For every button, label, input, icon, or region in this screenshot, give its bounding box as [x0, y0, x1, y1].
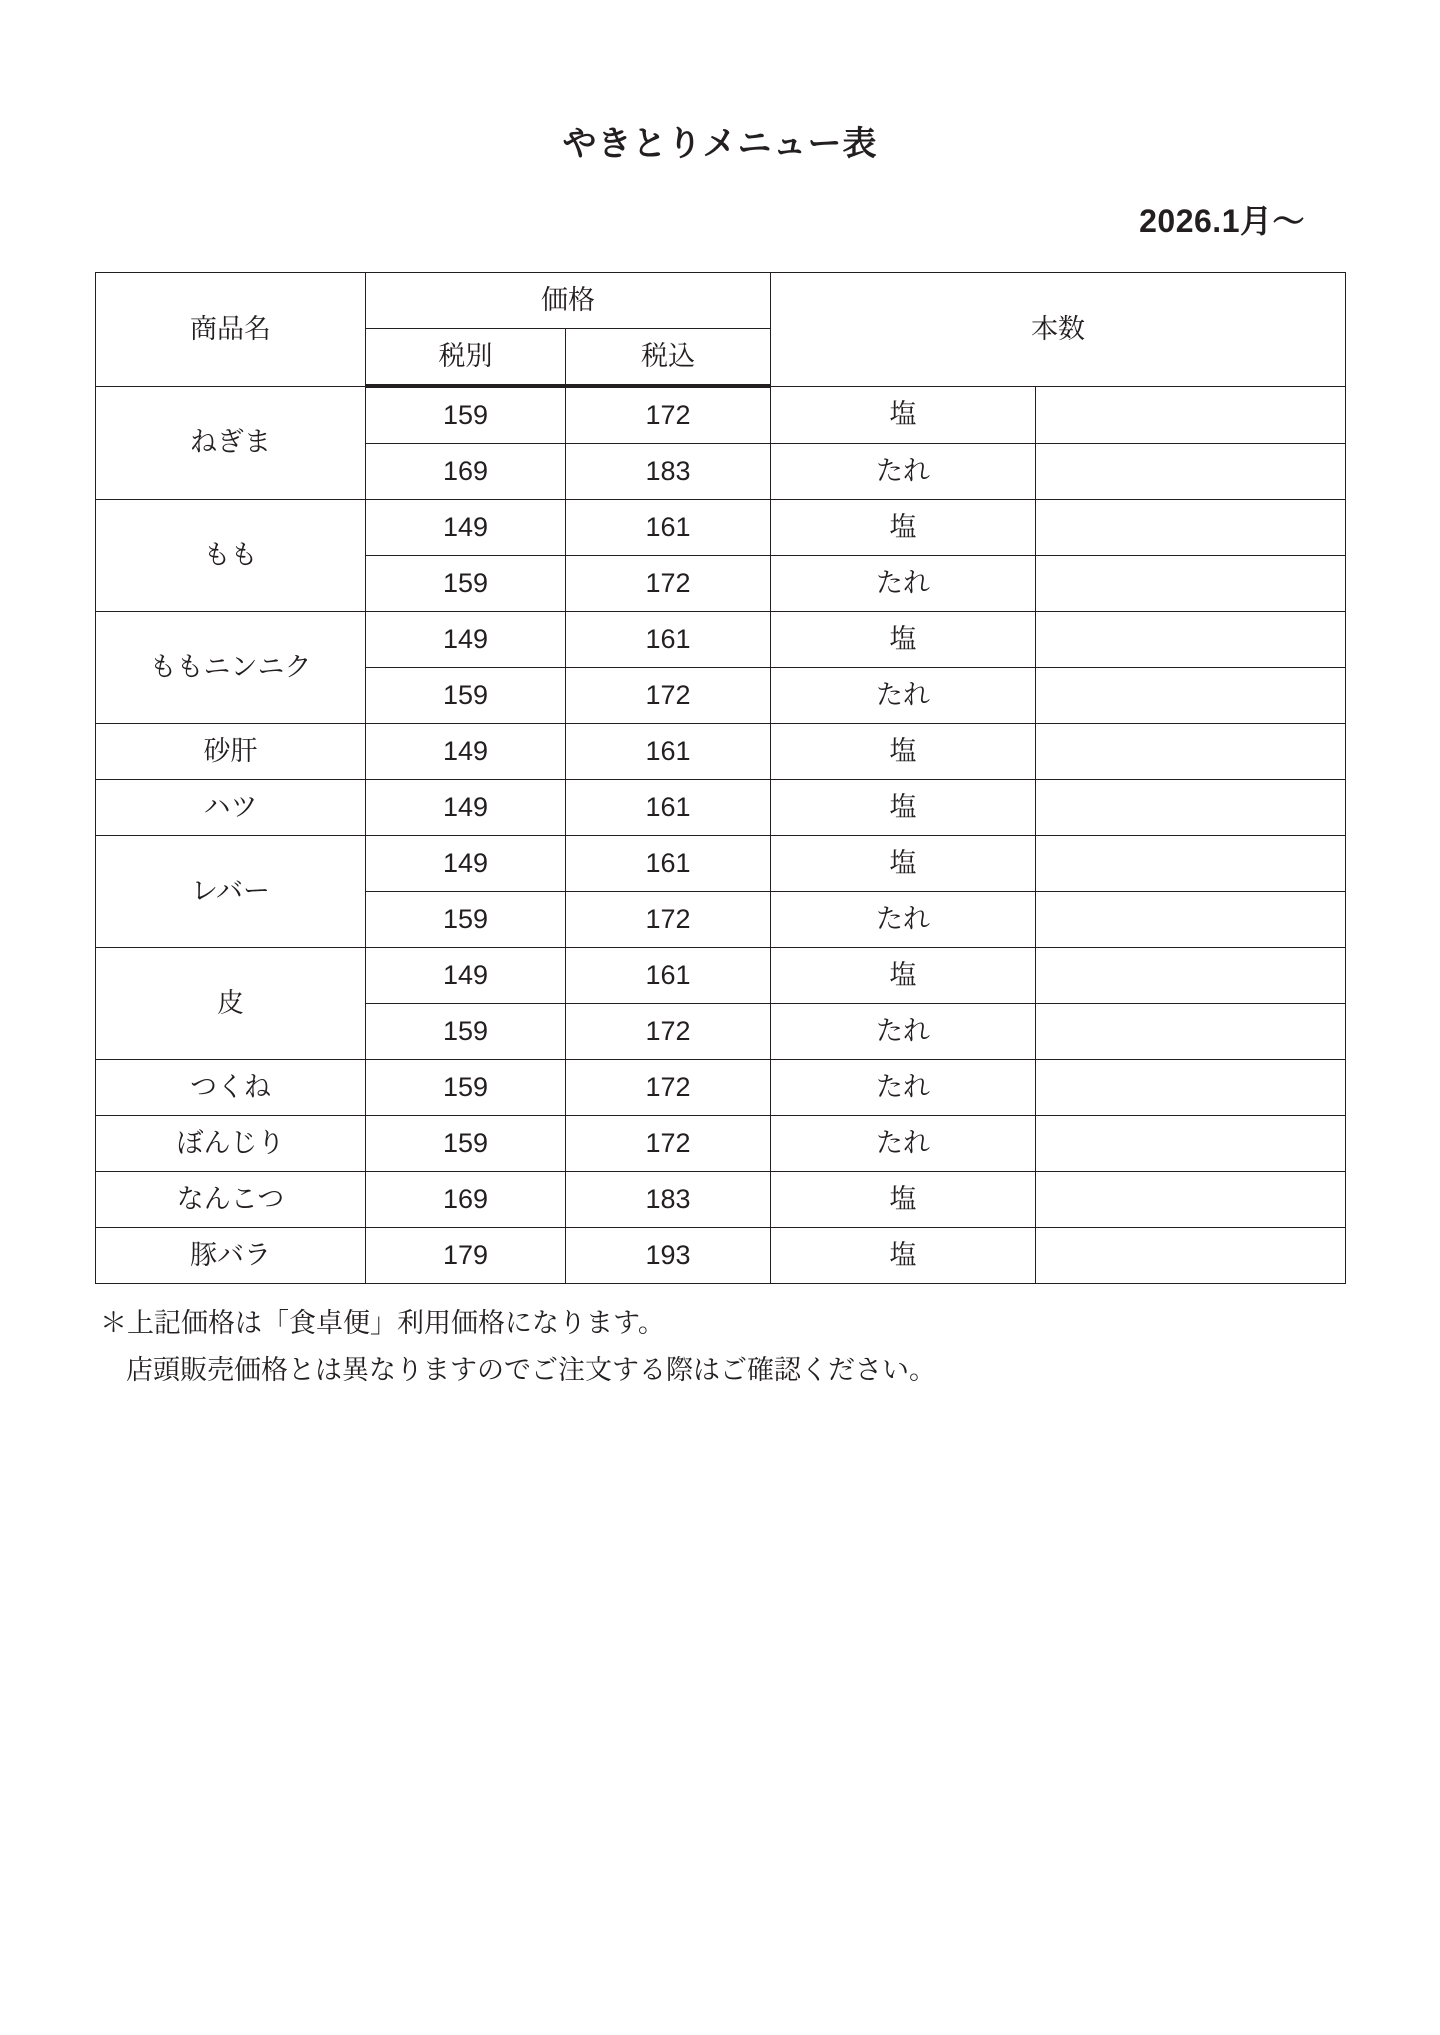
cell-seasoning: 塩 — [771, 386, 1036, 444]
table-row — [96, 386, 1346, 444]
cell-seasoning: 塩 — [771, 780, 1036, 836]
cell-price-excl-tax: 149 — [366, 724, 566, 780]
table-header — [96, 273, 1346, 387]
cell-price-excl-tax: 169 — [366, 444, 566, 500]
cell-product-name: もも — [96, 500, 366, 612]
cell-price-excl-tax: 149 — [366, 780, 566, 836]
cell-price-incl-tax: 161 — [566, 948, 771, 1004]
cell-price-excl-tax: 159 — [366, 668, 566, 724]
cell-price-excl-tax: 159 — [366, 1004, 566, 1060]
cell-product-name: 皮 — [96, 948, 366, 1060]
cell-product-name: つくね — [96, 1060, 366, 1116]
cell-seasoning: たれ — [771, 668, 1036, 724]
cell-product-name: ぼんじり — [96, 1116, 366, 1172]
menu-price-table — [95, 272, 1346, 1284]
cell-seasoning: たれ — [771, 892, 1036, 948]
header-quantity: 本数 — [771, 273, 1346, 387]
cell-price-incl-tax: 161 — [566, 724, 771, 780]
cell-seasoning: 塩 — [771, 500, 1036, 556]
cell-price-incl-tax: 183 — [566, 444, 771, 500]
cell-price-excl-tax: 159 — [366, 386, 566, 444]
cell-quantity-entry[interactable] — [1036, 1116, 1346, 1172]
cell-seasoning: 塩 — [771, 724, 1036, 780]
cell-product-name: 豚バラ — [96, 1228, 366, 1284]
cell-quantity-entry[interactable] — [1036, 1228, 1346, 1284]
header-price-group: 価格 — [366, 273, 771, 329]
cell-price-excl-tax: 159 — [366, 556, 566, 612]
cell-quantity-entry[interactable] — [1036, 948, 1346, 1004]
cell-quantity-entry[interactable] — [1036, 668, 1346, 724]
cell-quantity-entry[interactable] — [1036, 836, 1346, 892]
cell-quantity-entry[interactable] — [1036, 500, 1346, 556]
cell-seasoning: たれ — [771, 444, 1036, 500]
cell-quantity-entry[interactable] — [1036, 1004, 1346, 1060]
cell-seasoning: 塩 — [771, 836, 1036, 892]
cell-price-excl-tax: 149 — [366, 948, 566, 1004]
header-price-incl-tax: 税込 — [566, 329, 771, 387]
cell-product-name: ハツ — [96, 780, 366, 836]
cell-price-excl-tax: 149 — [366, 500, 566, 556]
header-product-name: 商品名 — [96, 273, 366, 387]
cell-price-incl-tax: 172 — [566, 556, 771, 612]
cell-quantity-entry[interactable] — [1036, 444, 1346, 500]
table-row — [96, 1228, 1346, 1284]
cell-seasoning: 塩 — [771, 1172, 1036, 1228]
table-row — [96, 500, 1346, 556]
table-row — [96, 780, 1346, 836]
cell-quantity-entry[interactable] — [1036, 612, 1346, 668]
cell-product-name: 砂肝 — [96, 724, 366, 780]
table-row — [96, 724, 1346, 780]
table-row — [96, 612, 1346, 668]
cell-price-excl-tax: 159 — [366, 1060, 566, 1116]
cell-price-incl-tax: 161 — [566, 612, 771, 668]
cell-price-incl-tax: 183 — [566, 1172, 771, 1228]
footnote-line-2: 店頭販売価格とは異なりますのでご注文する際はご確認ください。 — [126, 1355, 936, 1386]
table-row — [96, 1172, 1346, 1228]
cell-price-excl-tax: 149 — [366, 612, 566, 668]
page-title: やきとりメニュー表 — [562, 125, 878, 163]
table-row — [96, 836, 1346, 892]
cell-product-name: ねぎま — [96, 386, 366, 500]
cell-quantity-entry[interactable] — [1036, 892, 1346, 948]
footnotes — [100, 1300, 1360, 1395]
cell-quantity-entry[interactable] — [1036, 1172, 1346, 1228]
table-row — [96, 1116, 1346, 1172]
cell-price-excl-tax: 159 — [366, 1116, 566, 1172]
table-row — [96, 948, 1346, 1004]
cell-price-excl-tax: 159 — [366, 892, 566, 948]
cell-price-incl-tax: 193 — [566, 1228, 771, 1284]
cell-price-incl-tax: 172 — [566, 892, 771, 948]
footnote-line-1: ＊上記価格は「食卓便」利用価格になります。 — [100, 1308, 665, 1338]
cell-price-incl-tax: 172 — [566, 1060, 771, 1116]
cell-quantity-entry[interactable] — [1036, 386, 1346, 444]
cell-seasoning: 塩 — [771, 1228, 1036, 1284]
effective-date: 2026.1月〜 — [1139, 203, 1305, 239]
cell-price-excl-tax: 149 — [366, 836, 566, 892]
cell-seasoning: 塩 — [771, 948, 1036, 1004]
cell-price-incl-tax: 172 — [566, 1116, 771, 1172]
cell-price-incl-tax: 161 — [566, 780, 771, 836]
cell-price-incl-tax: 161 — [566, 836, 771, 892]
cell-seasoning: 塩 — [771, 612, 1036, 668]
header-price-excl-tax: 税別 — [366, 329, 566, 387]
cell-price-excl-tax: 169 — [366, 1172, 566, 1228]
cell-quantity-entry[interactable] — [1036, 556, 1346, 612]
cell-price-incl-tax: 172 — [566, 668, 771, 724]
cell-product-name: ももニンニク — [96, 612, 366, 724]
cell-price-incl-tax: 161 — [566, 500, 771, 556]
cell-price-incl-tax: 172 — [566, 1004, 771, 1060]
cell-seasoning: たれ — [771, 1004, 1036, 1060]
cell-seasoning: たれ — [771, 556, 1036, 612]
cell-seasoning: たれ — [771, 1060, 1036, 1116]
cell-quantity-entry[interactable] — [1036, 1060, 1346, 1116]
cell-product-name: レバー — [96, 836, 366, 948]
cell-quantity-entry[interactable] — [1036, 724, 1346, 780]
cell-quantity-entry[interactable] — [1036, 780, 1346, 836]
cell-price-incl-tax: 172 — [566, 386, 771, 444]
table-body — [96, 386, 1346, 1284]
cell-seasoning: たれ — [771, 1116, 1036, 1172]
cell-price-excl-tax: 179 — [366, 1228, 566, 1284]
cell-product-name: なんこつ — [96, 1172, 366, 1228]
table-row — [96, 1060, 1346, 1116]
